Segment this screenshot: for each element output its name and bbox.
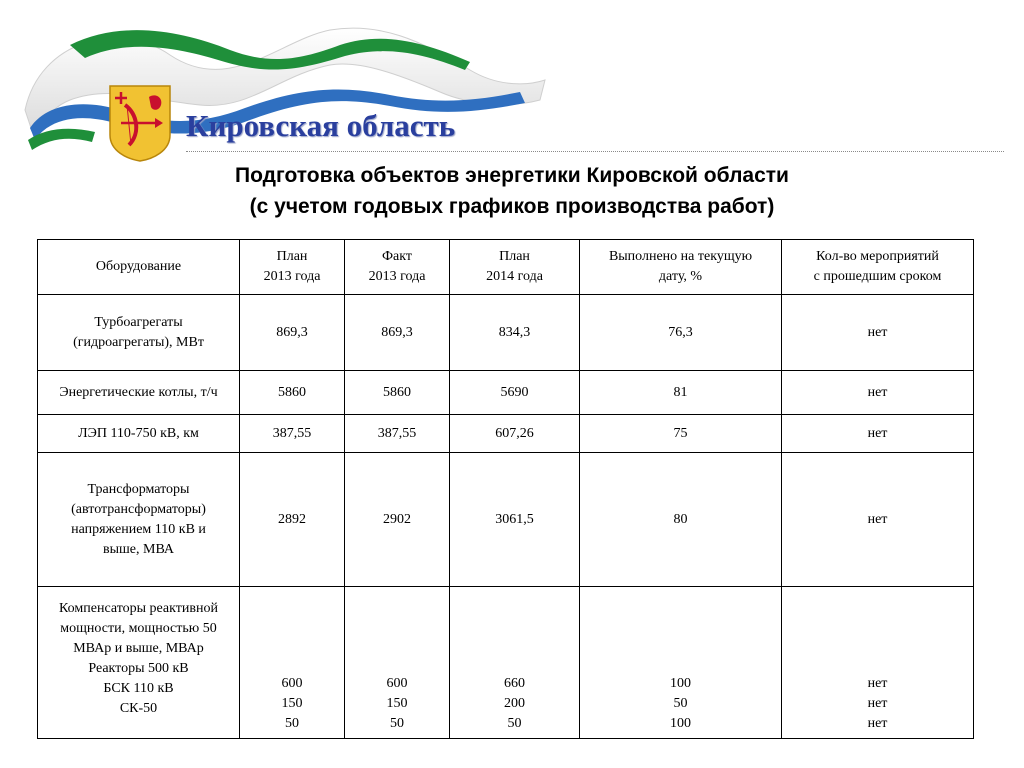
row-done-percent: 76,3 <box>580 295 782 371</box>
header-divider <box>186 151 1004 152</box>
row-done-percent: 100 50 100 <box>580 587 782 739</box>
row-overdue: нет <box>782 295 974 371</box>
row-done-percent: 81 <box>580 371 782 415</box>
row-plan-2013: 600 150 50 <box>240 587 345 739</box>
row-overdue: нет <box>782 453 974 587</box>
row-plan-2013: 387,55 <box>240 415 345 453</box>
table-row <box>38 371 974 415</box>
row-equipment: Турбоагрегаты (гидроагрегаты), МВт <box>38 295 240 371</box>
row-overdue: нет <box>782 415 974 453</box>
row-overdue: нет <box>782 371 974 415</box>
row-plan-2014: 607,26 <box>450 415 580 453</box>
row-fact-2013: 2902 <box>345 453 450 587</box>
kirov-coat-of-arms-icon <box>107 83 173 163</box>
row-plan-2014: 3061,5 <box>450 453 580 587</box>
energy-preparation-table <box>37 239 974 739</box>
region-title: Кировская область <box>186 108 456 143</box>
row-fact-2013: 387,55 <box>345 415 450 453</box>
row-plan-2013: 5860 <box>240 371 345 415</box>
table-header-row <box>38 240 974 295</box>
row-equipment: Компенсаторы реактивной мощности, мощностью 50 МВАр и выше, МВАр Реакторы 500 кВ БСК 110 кВ СК-50 <box>38 587 240 739</box>
row-fact-2013: 869,3 <box>345 295 450 371</box>
row-plan-2014: 834,3 <box>450 295 580 371</box>
header-fact-2013: Факт 2013 года <box>345 240 450 295</box>
row-plan-2014: 5690 <box>450 371 580 415</box>
table-row <box>38 453 974 587</box>
header-plan-2013: План 2013 года <box>240 240 345 295</box>
slide-title <box>112 160 912 222</box>
row-equipment: ЛЭП 110-750 кВ, км <box>38 415 240 453</box>
row-equipment: Энергетические котлы, т/ч <box>38 371 240 415</box>
row-fact-2013: 5860 <box>345 371 450 415</box>
slide-title-line1: Подготовка объектов энергетики Кировской области <box>235 164 789 187</box>
row-done-percent: 80 <box>580 453 782 587</box>
row-done-percent: 75 <box>580 415 782 453</box>
row-fact-2013: 600 150 50 <box>345 587 450 739</box>
table-row <box>38 295 974 371</box>
table-row <box>38 587 974 739</box>
row-plan-2013: 2892 <box>240 453 345 587</box>
slide-title-line2: (с учетом годовых графиков производства работ) <box>249 195 775 218</box>
row-plan-2013: 869,3 <box>240 295 345 371</box>
flag-ribbon-graphic <box>0 0 560 170</box>
header-overdue-count: Кол-во мероприятий с прошедшим сроком <box>782 240 974 295</box>
row-overdue: нет нет нет <box>782 587 974 739</box>
row-plan-2014: 660 200 50 <box>450 587 580 739</box>
header-plan-2014: План 2014 года <box>450 240 580 295</box>
table-row <box>38 415 974 453</box>
row-equipment: Трансформаторы (автотрансформаторы) напряжением 110 кВ и выше, МВА <box>38 453 240 587</box>
header-equipment: Оборудование <box>38 240 240 295</box>
header-done-percent: Выполнено на текущую дату, % <box>580 240 782 295</box>
